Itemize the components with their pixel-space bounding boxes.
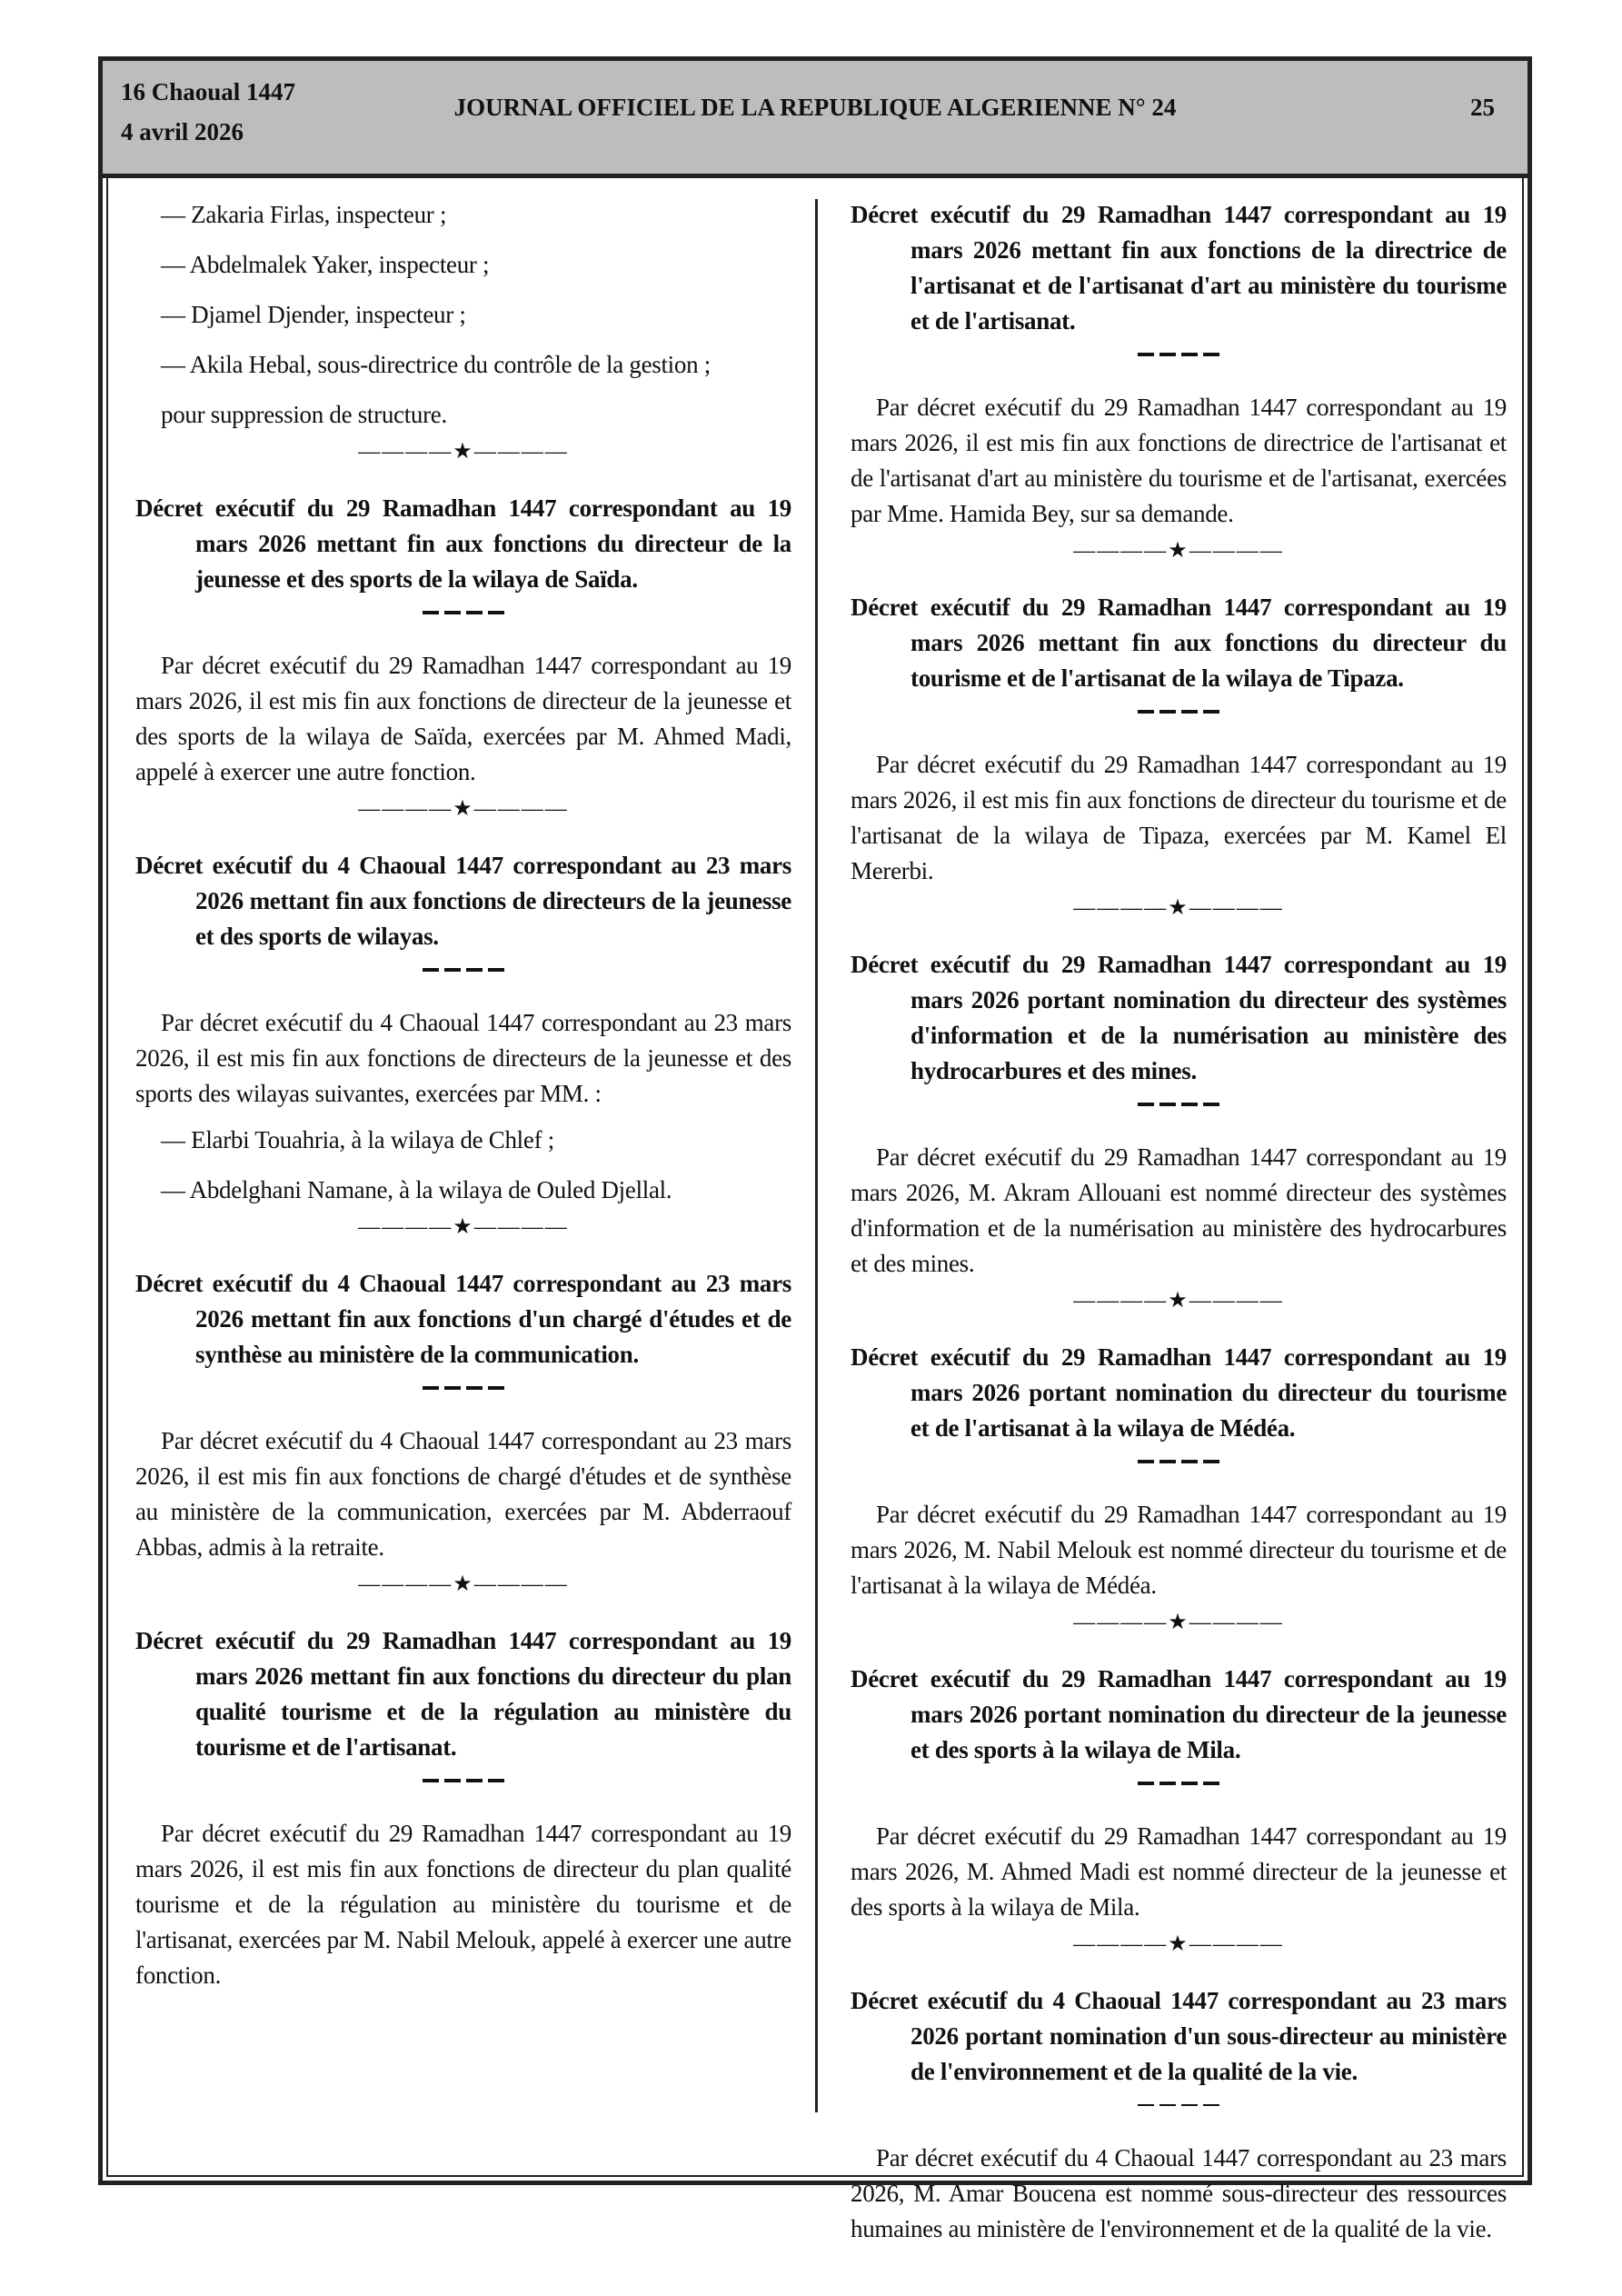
dash-separator [135, 1376, 791, 1394]
decree-body: Par décret exécutif du 29 Ramadhan 1447 correspondant au 19 mars 2026, M. Ahmed Madi est nommé directeur de la jeunesse et des sports à la wilaya de Mila. [851, 1822, 1507, 1921]
decree-body: Par décret exécutif du 29 Ramadhan 1447 correspondant au 19 mars 2026, il est mis fin aux fonctions de directrice de l'artisanat et de l'artisanat d'art au ministère du tourisme et de l'artisanat, exercées par Mme. Hamida Bey, sur sa demande. [851, 394, 1507, 527]
decree-title: Décret exécutif du 29 Ramadhan 1447 correspondant au 19 mars 2026 portant nomination du directeur des systèmes d'information et de la numérisation au ministère des hydrocarbures et des mines. [851, 951, 1507, 1084]
decree-title: Décret exécutif du 29 Ramadhan 1447 correspondant au 19 mars 2026 portant nomination du directeur du tourisme et de l'artisanat à la wilaya de Médéa. [851, 1343, 1507, 1442]
decree-body: Par décret exécutif du 29 Ramadhan 1447 correspondant au 19 mars 2026, il est mis fin aux fonctions de directeur de la jeunesse et des sports de la wilaya de Saïda, exercées par M. Ahmed Madi, appelé à exercer une autre fonction. [135, 652, 791, 785]
left-column [135, 197, 791, 1993]
gregorian-date: 4 avril 2026 [121, 118, 244, 145]
dash-separator [851, 1772, 1507, 1790]
decree-body: Par décret exécutif du 29 Ramadhan 1447 correspondant au 19 mars 2026, M. Nabil Melouk est nommé directeur du tourisme et de l'artisanat à la wilaya de Médéa. [851, 1501, 1507, 1599]
decree-body: Par décret exécutif du 29 Ramadhan 1447 correspondant au 19 mars 2026, M. Akram Allouani est nommé directeur des systèmes d'information et de la numérisation au ministère des hydrocarbures et des mines. [851, 1143, 1507, 1277]
decree-body: Par décret exécutif du 29 Ramadhan 1447 correspondant au 19 mars 2026, il est mis fin aux fonctions de directeur du plan qualité tourisme et de la régulation au ministère du tourisme et de l'artisanat, exercées par M. Nabil Melouk, appelé à exercer une autre fonction. [135, 1820, 791, 1989]
decree-title: Décret exécutif du 4 Chaoual 1447 correspondant au 23 mars 2026 portant nomination d'un sous-directeur au ministère de l'environnement et de la qualité de la vie. [851, 1987, 1507, 2085]
star-separator: ————★———— [1073, 1289, 1284, 1313]
dash-separator [851, 2093, 1507, 2111]
list-item: — Abdelghani Namane, à la wilaya de Ouled Djellal. [161, 1176, 672, 1203]
list-item: — Djamel Djender, inspecteur ; [161, 301, 466, 328]
dash-separator [135, 601, 791, 619]
decree-title: Décret exécutif du 29 Ramadhan 1447 correspondant au 19 mars 2026 mettant fin aux fonctions du directeur de la jeunesse et des sports de la wilaya de Saïda. [135, 494, 791, 593]
star-separator: ————★———— [358, 440, 569, 464]
list-item: — Akila Hebal, sous-directrice du contrôle de la gestion ; [161, 351, 711, 378]
star-separator: ————★———— [358, 1215, 569, 1239]
decree-title: Décret exécutif du 4 Chaoual 1447 correspondant au 23 mars 2026 mettant fin aux fonctions d'un chargé d'études et de synthèse au ministère de la communication. [135, 1270, 791, 1368]
list-item: — Abdelmalek Yaker, inspecteur ; [161, 251, 490, 278]
list-end: pour suppression de structure. [161, 401, 447, 428]
star-separator: ————★———— [1073, 539, 1284, 563]
list-item: — Zakaria Firlas, inspecteur ; [161, 201, 447, 228]
page-frame [98, 56, 1532, 2242]
hijri-date: 16 Chaoual 1447 [121, 78, 296, 105]
decree-title: Décret exécutif du 29 Ramadhan 1447 correspondant au 19 mars 2026 mettant fin aux fonctions du directeur du plan qualité tourisme et de la régulation au ministère du tourisme et de l'artisanat. [135, 1627, 791, 1761]
dash-separator [135, 958, 791, 976]
list-item: — Elarbi Touahria, à la wilaya de Chlef ; [161, 1126, 554, 1153]
star-separator: ————★———— [1073, 1611, 1284, 1634]
decree-body: Par décret exécutif du 4 Chaoual 1447 correspondant au 23 mars 2026, il est mis fin aux fonctions de chargé d'études et de synthèse au ministère de la communication, exercées par M. Abderraouf Abbas, admis à la retraite. [135, 1427, 791, 1561]
dash-separator [135, 1769, 791, 1787]
dash-separator [851, 700, 1507, 718]
star-separator: ————★———— [1073, 896, 1284, 920]
decree-body: Par décret exécutif du 4 Chaoual 1447 correspondant au 23 mars 2026, M. Amar Boucena est nommé sous-directeur des ressources humaines au ministère de l'environnement et de la qualité de la vie. [851, 2144, 1507, 2242]
star-separator: ————★———— [358, 797, 569, 821]
star-separator: ————★———— [1073, 1932, 1284, 1956]
star-separator: ————★———— [358, 1572, 569, 1596]
dash-separator [851, 1093, 1507, 1111]
journal-title: JOURNAL OFFICIEL DE LA REPUBLIQUE ALGERIENNE N° 24 [453, 94, 1177, 121]
decree-body: Par décret exécutif du 29 Ramadhan 1447 correspondant au 19 mars 2026, il est mis fin aux fonctions de directeur du tourisme et de l'artisanat de la wilaya de Tipaza, exercées par M. Kamel El Mererbi. [851, 751, 1507, 884]
decree-title: Décret exécutif du 29 Ramadhan 1447 correspondant au 19 mars 2026 mettant fin aux fonctions de la directrice de l'artisanat et de l'artisanat d'art au ministère du tourisme et de l'artisanat. [851, 201, 1507, 334]
page-header [103, 61, 1527, 178]
dash-separator [851, 1450, 1507, 1468]
decree-body: Par décret exécutif du 4 Chaoual 1447 correspondant au 23 mars 2026, il est mis fin aux fonctions de directeurs de la jeunesse et des sports des wilayas suivantes, exercées par MM. : [135, 1009, 791, 1107]
decree-title: Décret exécutif du 29 Ramadhan 1447 correspondant au 19 mars 2026 mettant fin aux fonctions du directeur du tourisme et de l'artisanat de la wilaya de Tipaza. [851, 594, 1507, 692]
decree-title: Décret exécutif du 4 Chaoual 1447 correspondant au 23 mars 2026 mettant fin aux fonctions de directeurs de la jeunesse et des sports de wilayas. [135, 852, 791, 950]
right-column [851, 197, 1507, 2247]
decree-title: Décret exécutif du 29 Ramadhan 1447 correspondant au 19 mars 2026 portant nomination du directeur de la jeunesse et des sports à la wilaya de Mila. [851, 1665, 1507, 1763]
column-divider [815, 199, 818, 2112]
dash-separator [851, 343, 1507, 361]
page-number: 25 [1470, 94, 1495, 121]
